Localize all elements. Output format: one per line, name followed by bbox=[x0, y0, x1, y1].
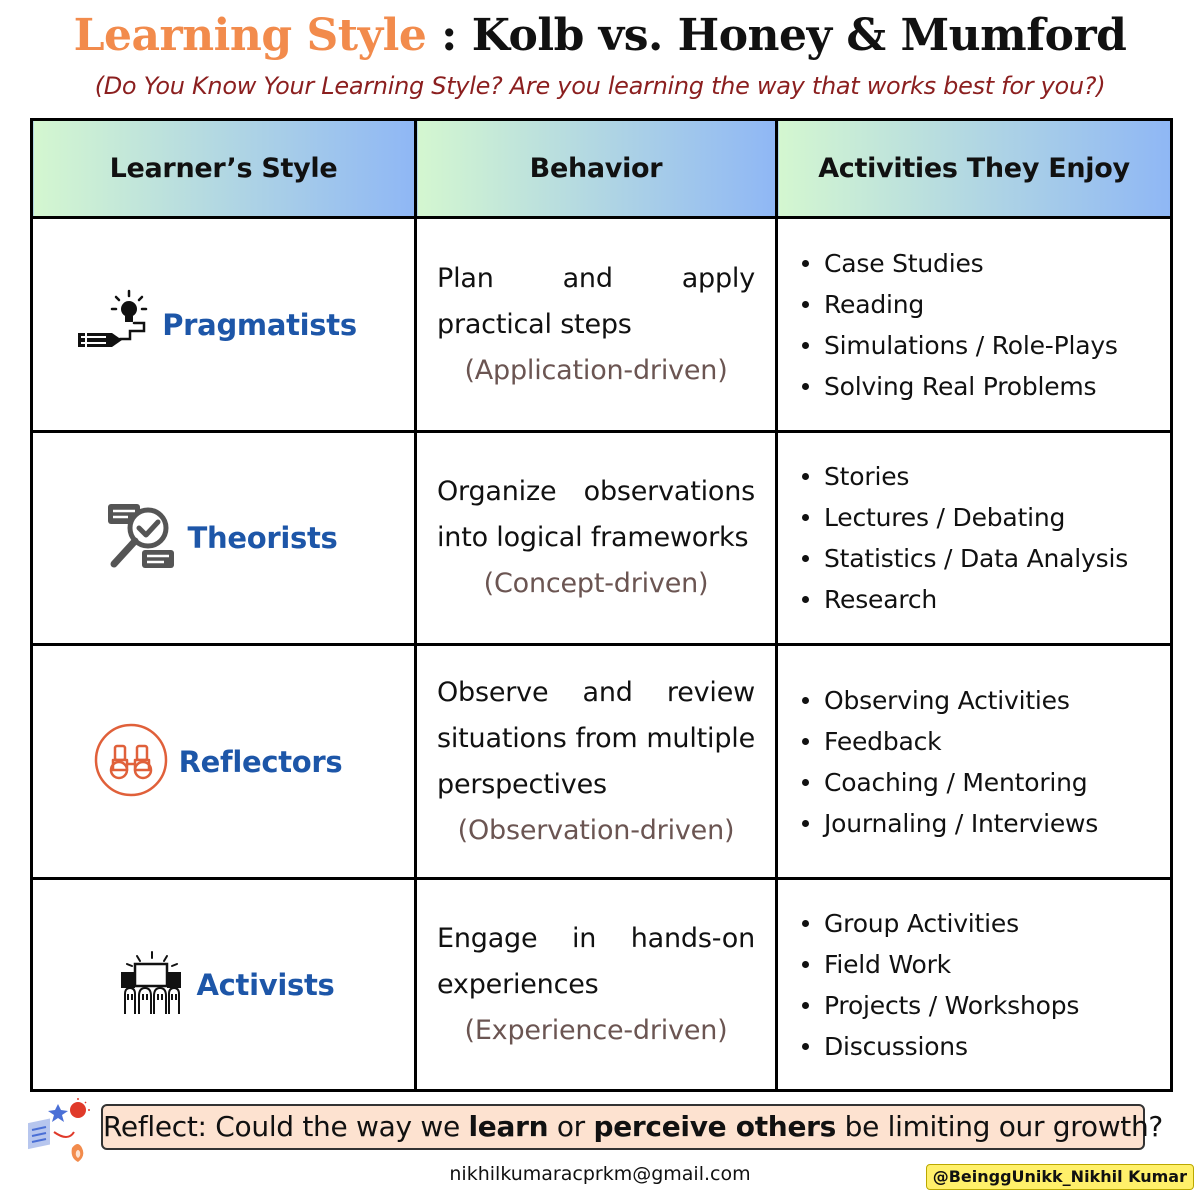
style-name: Theorists bbox=[187, 521, 338, 555]
style-cell bbox=[32, 218, 416, 432]
behavior-cell bbox=[416, 645, 777, 879]
magnifier-checklist-icon bbox=[106, 500, 178, 576]
reflect-callout bbox=[101, 1104, 1163, 1150]
table-row bbox=[32, 218, 1172, 432]
page-subtitle: (Do You Know Your Learning Style? Are you learning the way that works best for you?) bbox=[94, 72, 1106, 100]
list-item: Journaling / Interviews bbox=[824, 803, 1170, 844]
table-row bbox=[32, 645, 1172, 879]
list-item: Simulations / Role-Plays bbox=[824, 325, 1170, 366]
list-item: Stories bbox=[824, 456, 1170, 497]
activities-cell bbox=[777, 879, 1172, 1091]
experiential-cycle-icon bbox=[24, 1098, 96, 1166]
activities-cell bbox=[777, 432, 1172, 645]
learning-style-table bbox=[30, 118, 1173, 1092]
footer-handle-badge: @BeinggUnikk_Nikhil Kumar bbox=[926, 1164, 1194, 1190]
activities-list bbox=[824, 680, 1170, 844]
reflect-bold-1: learn bbox=[468, 1110, 549, 1143]
page-title bbox=[0, 6, 1200, 66]
title-separator: : bbox=[426, 10, 472, 61]
reflect-text-1: Reflect: Could the way we bbox=[103, 1110, 469, 1143]
style-name: Reflectors bbox=[178, 744, 343, 779]
table-header-row bbox=[32, 120, 1172, 218]
binoculars-icon bbox=[93, 722, 169, 802]
reflect-bold-2: perceive others bbox=[593, 1110, 837, 1143]
behavior-cell bbox=[416, 879, 777, 1091]
activities-cell bbox=[777, 645, 1172, 879]
list-item: Feedback bbox=[824, 721, 1170, 762]
activities-cell bbox=[777, 218, 1172, 432]
behavior-text: Observe and review situations from multiple perspectives bbox=[437, 676, 755, 800]
title-main: Kolb vs. Honey & Mumford bbox=[471, 10, 1127, 61]
behavior-cell bbox=[416, 218, 777, 432]
list-item: Discussions bbox=[824, 1026, 1170, 1067]
behavior-cell bbox=[416, 432, 777, 645]
list-item: Reading bbox=[824, 284, 1170, 325]
lightbulb-pencil-icon bbox=[76, 289, 152, 361]
title-accent: Learning Style bbox=[73, 10, 427, 61]
behavior-tag: (Experience-driven) bbox=[464, 1014, 728, 1046]
behavior-tag: (Application-driven) bbox=[464, 354, 728, 386]
column-header-behavior: Behavior bbox=[416, 120, 777, 218]
list-item: Coaching / Mentoring bbox=[824, 762, 1170, 803]
list-item: Solving Real Problems bbox=[824, 366, 1170, 407]
behavior-text: Organize observations into logical frameworks bbox=[437, 476, 755, 553]
style-name: Pragmatists bbox=[162, 307, 357, 342]
style-cell bbox=[32, 645, 416, 879]
list-item: Projects / Workshops bbox=[824, 985, 1170, 1026]
activities-list bbox=[824, 243, 1170, 407]
behavior-text: Plan and apply practical steps bbox=[437, 262, 755, 340]
behavior-tag: (Observation-driven) bbox=[457, 814, 735, 846]
behavior-tag: (Concept-driven) bbox=[483, 568, 709, 599]
style-cell bbox=[32, 879, 416, 1091]
style-name: Activists bbox=[196, 967, 335, 1002]
raised-hands-sign-icon bbox=[117, 950, 187, 1020]
list-item: Research bbox=[824, 579, 1170, 620]
reflect-text-3: be limiting our growth? bbox=[836, 1110, 1163, 1143]
behavior-text: Engage in hands-on experiences bbox=[437, 922, 755, 1000]
column-header-style: Learner’s Style bbox=[32, 120, 416, 218]
list-item: Group Activities bbox=[824, 903, 1170, 944]
footer-email: nikhilkumaracprkm@gmail.com bbox=[449, 1163, 751, 1185]
table-row bbox=[32, 879, 1172, 1091]
activities-list bbox=[824, 456, 1170, 620]
list-item: Observing Activities bbox=[824, 680, 1170, 721]
column-header-activities: Activities They Enjoy bbox=[777, 120, 1172, 218]
list-item: Statistics / Data Analysis bbox=[824, 538, 1170, 579]
list-item: Lectures / Debating bbox=[824, 497, 1170, 538]
table-row bbox=[32, 432, 1172, 645]
activities-list bbox=[824, 903, 1170, 1067]
style-cell bbox=[32, 432, 416, 645]
list-item: Case Studies bbox=[824, 243, 1170, 284]
list-item: Field Work bbox=[824, 944, 1170, 985]
reflect-text-2: or bbox=[548, 1110, 594, 1143]
